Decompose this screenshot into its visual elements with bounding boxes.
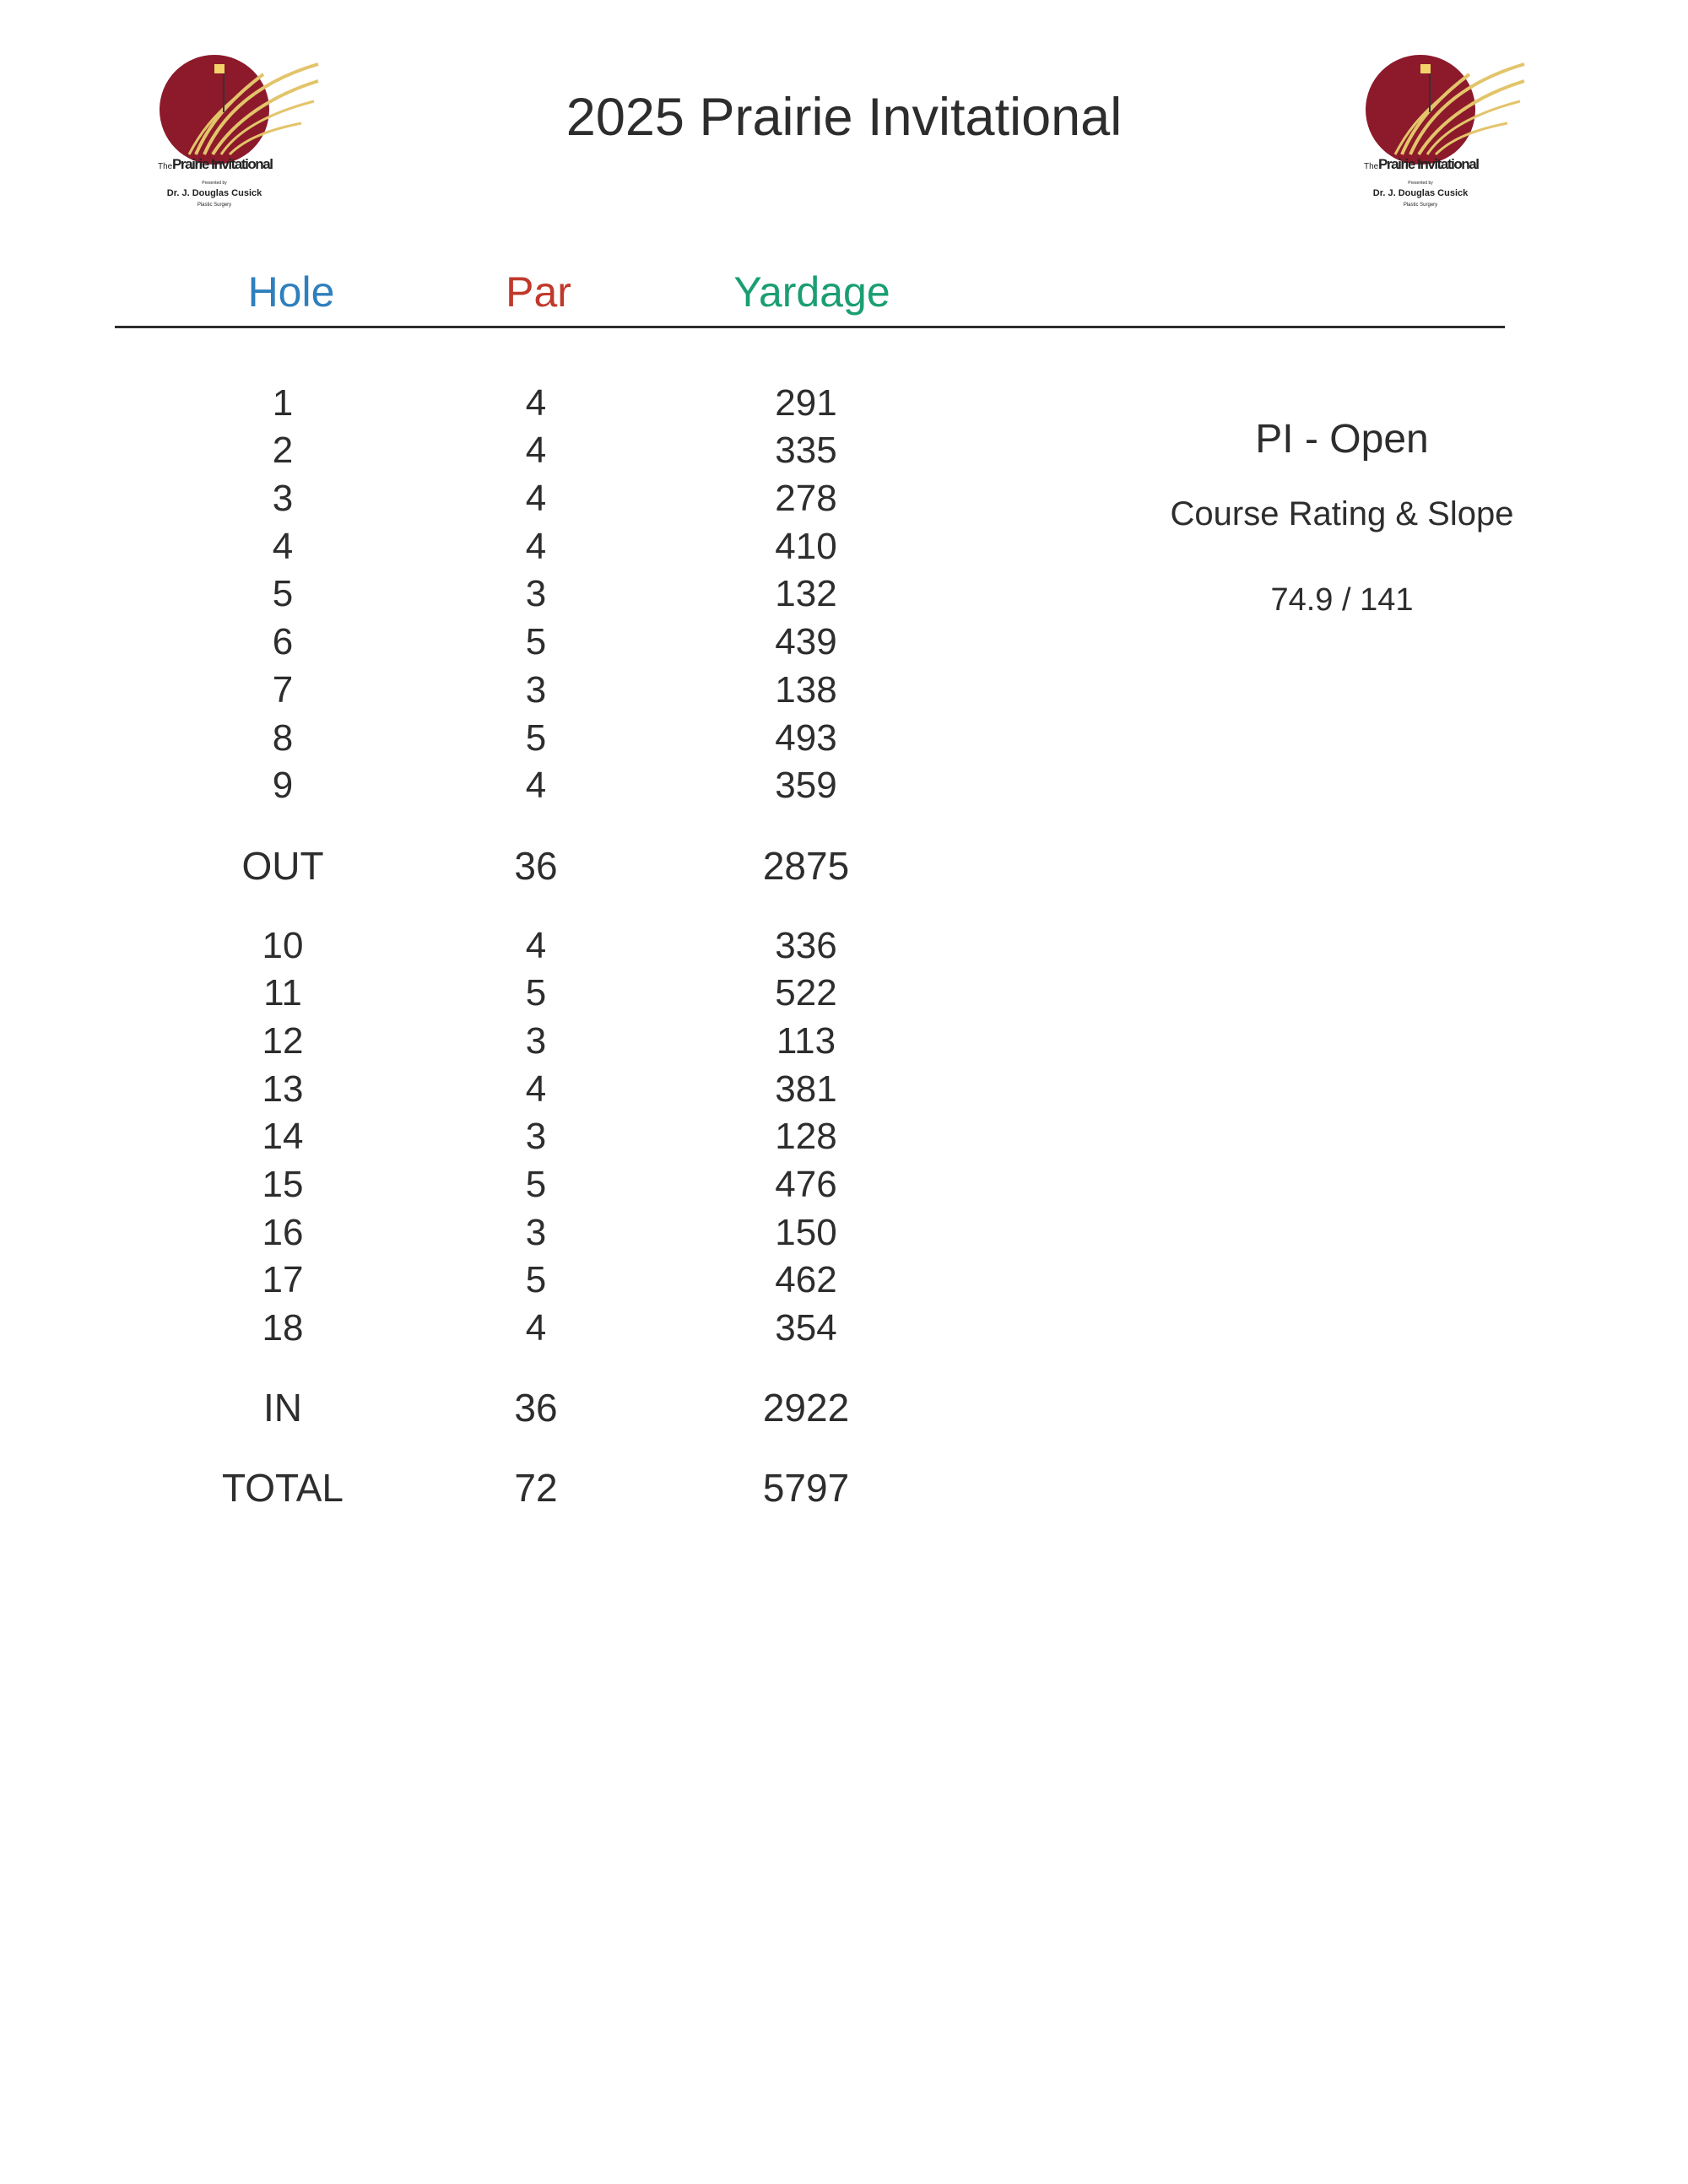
- hole-number: 9: [272, 765, 294, 806]
- hole-yardage: 462: [775, 1259, 837, 1300]
- table-row: [0, 570, 1013, 618]
- hole-number: 18: [262, 1307, 304, 1349]
- logo-text-name: Prairie Invitational: [1378, 156, 1480, 172]
- header-divider: [115, 326, 1505, 328]
- hole-number: 8: [272, 717, 294, 759]
- hole-yardage: 128: [775, 1116, 837, 1157]
- table-row: [0, 970, 1013, 1017]
- in-label: IN: [263, 1386, 302, 1430]
- column-header-yardage: Yardage: [733, 268, 890, 316]
- table-row: [0, 667, 1013, 714]
- page-title: 2025 Prairie Invitational: [565, 88, 1123, 147]
- hole-number: 16: [262, 1212, 304, 1253]
- rating-label: Course Rating & Slope: [1170, 495, 1514, 532]
- hole-yardage: 150: [775, 1212, 837, 1253]
- table-row: [0, 922, 1013, 970]
- hole-yardage: 522: [775, 972, 837, 1014]
- out-par: 36: [514, 844, 558, 888]
- hole-par: 3: [525, 573, 547, 614]
- column-header-par: Par: [506, 268, 571, 316]
- table-row: [0, 762, 1013, 809]
- hole-yardage: 476: [775, 1164, 837, 1205]
- hole-yardage: 138: [775, 669, 837, 711]
- hole-number: 12: [262, 1020, 304, 1062]
- total-label: TOTAL: [222, 1466, 344, 1510]
- hole-par: 4: [525, 1307, 547, 1349]
- logo-text-sponsor-sub: Plastic Surgery: [197, 203, 232, 208]
- hole-par: 4: [525, 478, 547, 519]
- table-row: [0, 1257, 1013, 1304]
- logo-text-presented: Presented by: [1408, 181, 1433, 186]
- hole-number: 6: [272, 621, 294, 662]
- hole-par: 4: [525, 925, 547, 966]
- out-label: OUT: [241, 844, 324, 888]
- table-row: [0, 475, 1013, 522]
- hole-number: 3: [272, 478, 294, 519]
- hole-par: 5: [525, 1259, 547, 1300]
- hole-number: 7: [272, 669, 294, 711]
- table-row: [0, 715, 1013, 762]
- table-row: [0, 1305, 1013, 1352]
- table-row: [0, 1161, 1013, 1208]
- in-total-row: [0, 1384, 1013, 1431]
- hole-number: 2: [272, 430, 294, 471]
- hole-number: 10: [262, 925, 304, 966]
- logo-text-sponsor: Dr. J. Douglas Cusick: [1372, 188, 1469, 198]
- hole-yardage: 113: [776, 1020, 836, 1062]
- hole-yardage: 381: [775, 1068, 837, 1110]
- column-header-hole: Hole: [247, 268, 335, 316]
- table-row: [0, 619, 1013, 666]
- hole-yardage: 278: [775, 478, 837, 519]
- grand-total-row: [0, 1464, 1013, 1511]
- tee-name: PI - Open: [1255, 417, 1429, 462]
- hole-number: 17: [262, 1259, 304, 1300]
- hole-par: 5: [525, 972, 547, 1014]
- hole-par: 5: [525, 621, 547, 662]
- logo-text-sponsor-sub: Plastic Surgery: [1403, 203, 1438, 208]
- logo-text-sponsor: Dr. J. Douglas Cusick: [166, 188, 262, 198]
- table-row: [0, 1113, 1013, 1160]
- in-par: 36: [514, 1386, 558, 1430]
- table-row: [0, 427, 1013, 474]
- hole-yardage: 132: [775, 573, 837, 614]
- hole-number: 15: [262, 1164, 304, 1205]
- hole-number: 11: [263, 972, 302, 1014]
- hole-number: 1: [272, 382, 294, 424]
- out-yardage: 2875: [762, 844, 850, 888]
- hole-yardage: 335: [775, 430, 837, 471]
- hole-yardage: 439: [775, 621, 837, 662]
- hole-number: 4: [272, 526, 294, 567]
- hole-par: 4: [525, 1068, 547, 1110]
- table-row: [0, 1066, 1013, 1113]
- hole-number: 5: [272, 573, 294, 614]
- table-row: [0, 523, 1013, 570]
- hole-par: 5: [525, 1164, 547, 1205]
- hole-number: 13: [262, 1068, 304, 1110]
- hole-par: 4: [525, 765, 547, 806]
- hole-par: 3: [525, 1116, 547, 1157]
- hole-yardage: 410: [775, 526, 837, 567]
- hole-yardage: 359: [775, 765, 837, 806]
- hole-par: 4: [525, 526, 547, 567]
- rating-value: 74.9 / 141: [1270, 582, 1414, 618]
- total-yardage: 5797: [762, 1466, 850, 1510]
- logo-text-name: Prairie Invitational: [172, 156, 273, 172]
- logo-text-the: The: [158, 162, 173, 171]
- table-row: [0, 1209, 1013, 1257]
- table-row: [0, 380, 1013, 427]
- table-row: [0, 1018, 1013, 1065]
- hole-yardage: 354: [775, 1307, 837, 1349]
- hole-yardage: 291: [775, 382, 837, 424]
- hole-number: 14: [262, 1116, 304, 1157]
- out-total-row: [0, 842, 1013, 889]
- hole-par: 3: [525, 1212, 547, 1253]
- in-yardage: 2922: [762, 1386, 850, 1430]
- hole-yardage: 493: [775, 717, 837, 759]
- hole-par: 3: [525, 1020, 547, 1062]
- hole-yardage: 336: [775, 925, 837, 966]
- total-par: 72: [514, 1466, 558, 1510]
- hole-par: 3: [525, 669, 547, 711]
- hole-par: 4: [525, 382, 547, 424]
- hole-par: 5: [525, 717, 547, 759]
- hole-par: 4: [525, 430, 547, 471]
- logo-text-the: The: [1364, 162, 1379, 171]
- logo-text-presented: Presented by: [202, 181, 227, 186]
